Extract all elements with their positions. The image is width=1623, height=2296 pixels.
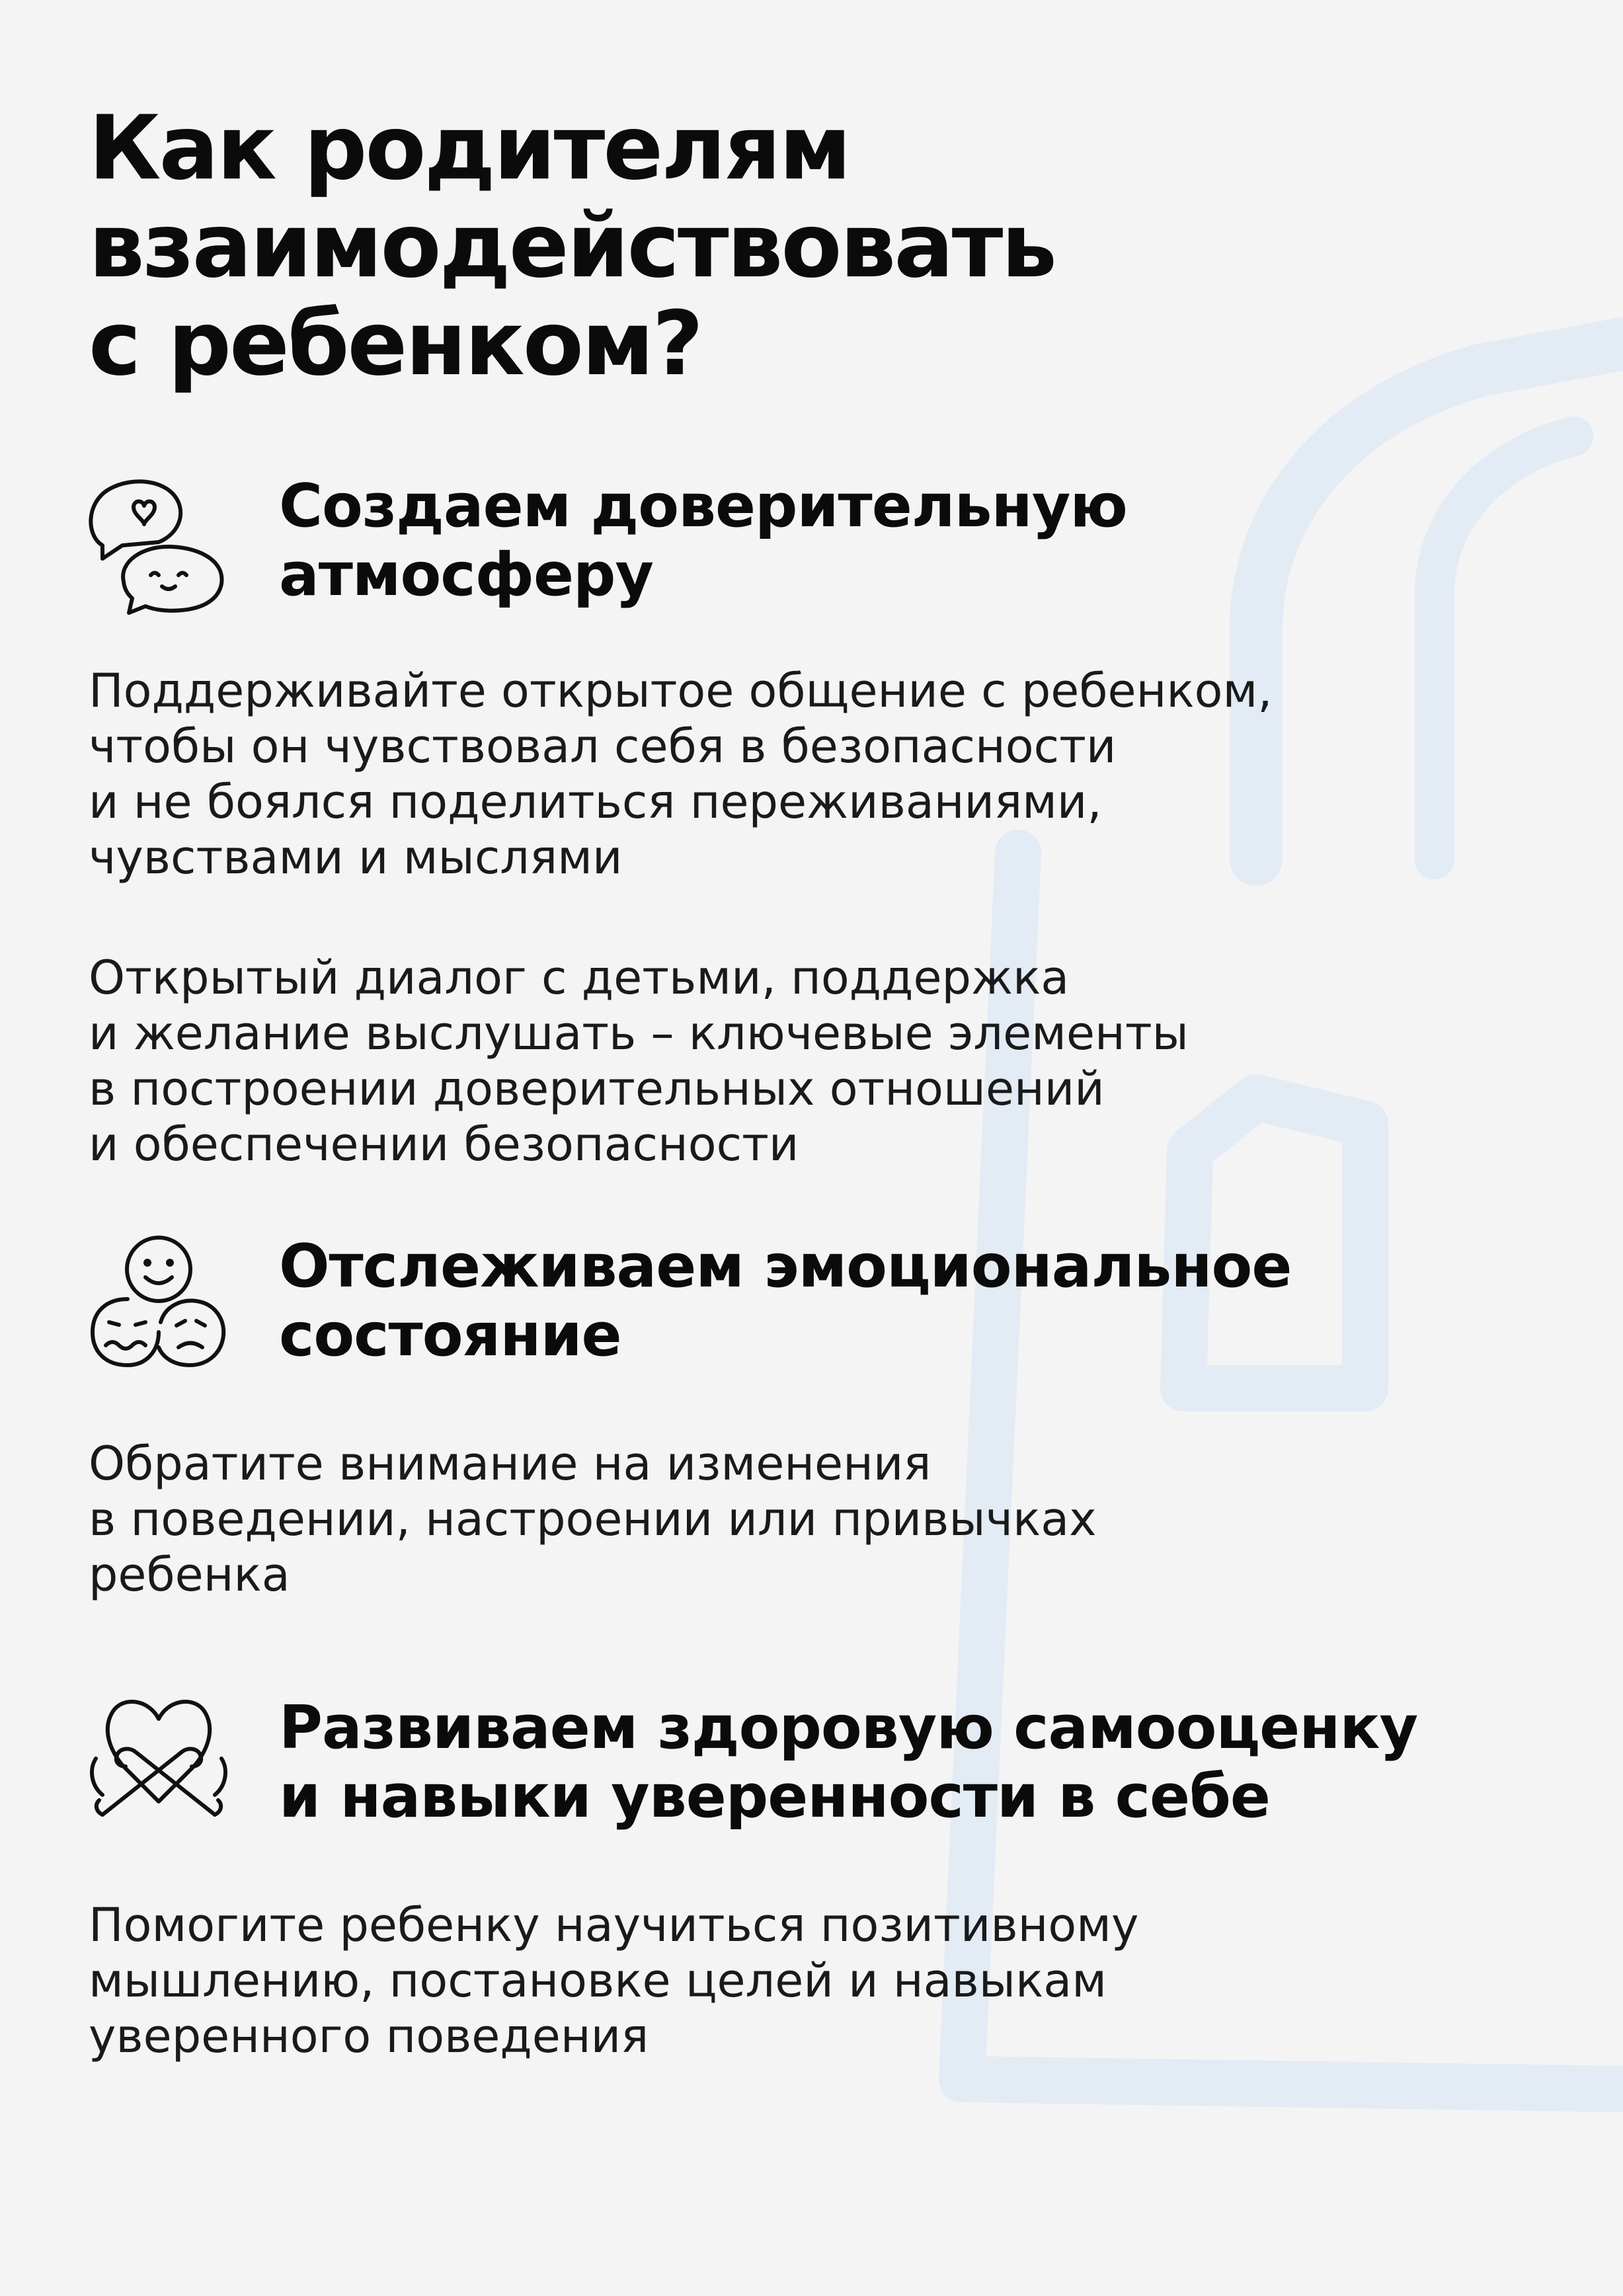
section-paragraph [89, 1897, 1543, 2064]
section-title-line: Создаем доверительную [279, 471, 1127, 541]
paragraph-line: и обеспечении безопасности [89, 1117, 799, 1171]
page-title-line: взаимодействовать [89, 194, 1056, 297]
section-paragraph [89, 663, 1543, 885]
paragraph-line: в поведении, настроении или привычках [89, 1492, 1097, 1546]
section-title [279, 472, 1568, 610]
paragraph-line: и не боялся поделиться переживаниями, [89, 775, 1102, 829]
page-title-line: с ребенком? [89, 292, 702, 395]
paragraph-line: Поддерживайте открытое общение с ребенком, [89, 664, 1273, 718]
paragraph-line: чувствами и мыслями [89, 830, 623, 885]
paragraph-line: Обратите внимание на изменения [89, 1437, 931, 1491]
page-title [89, 99, 1477, 393]
speech-bubbles-heart-smile-icon [83, 466, 235, 618]
section-title-line: Развиваем здоровую самооценку [279, 1693, 1418, 1762]
page-title-line: Как родителям [89, 97, 850, 200]
self-hug-heart-icon [83, 1679, 235, 1831]
paragraph-line: ребенка [89, 1548, 290, 1602]
paragraph-line: Открытый диалог с детьми, поддержка [89, 951, 1070, 1005]
section-title-line: и навыки уверенности в себе [279, 1762, 1270, 1831]
paragraph-line: чтобы он чувствовал себя в безопасности [89, 719, 1117, 773]
paragraph-line: и желание выслушать – ключевые элементы [89, 1006, 1189, 1060]
section-paragraph [89, 950, 1543, 1172]
section-title-line: Отслеживаем эмоциональное [279, 1232, 1292, 1301]
paragraph-line: уверенного поведения [89, 2009, 649, 2063]
section-paragraph [89, 1436, 1543, 1603]
paragraph-line: в построении доверительных отношений [89, 1062, 1105, 1116]
section-title-line: атмосферу [279, 540, 654, 610]
section-title-line: состояние [279, 1300, 621, 1370]
emotion-faces-icon [83, 1230, 235, 1382]
paragraph-line: мышлению, постановке целей и навыкам [89, 1954, 1107, 2008]
paragraph-line: Помогите ребенку научиться позитивному [89, 1898, 1139, 1952]
section-title [279, 1694, 1568, 1831]
section-title [279, 1232, 1568, 1370]
